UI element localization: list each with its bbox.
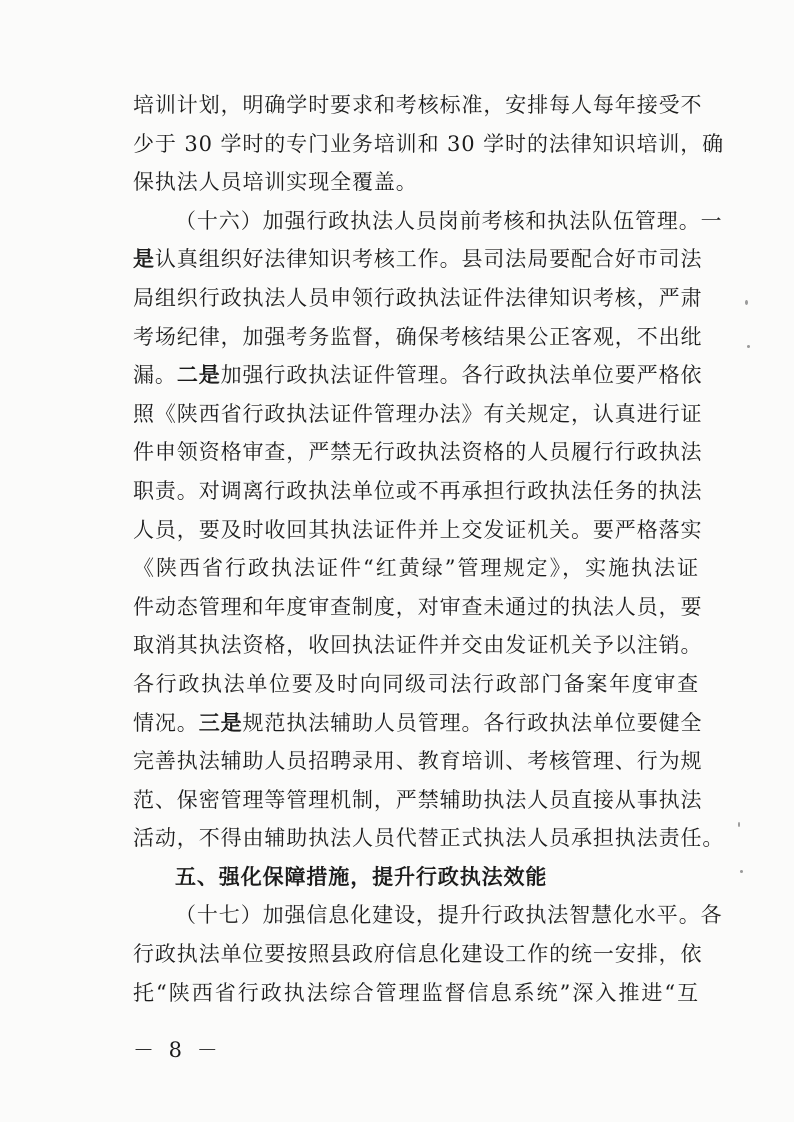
text-run: 认真组织好法律知识考核工作。县司法局要配合好市司法	[154, 247, 703, 272]
text-line: 行政执法单位要按照县政府信息化建设工作的统一安排，依	[133, 942, 703, 967]
paragraph-17-first-line	[133, 896, 723, 935]
section-heading: 五、强化保障措施，提升行政执法效能	[175, 864, 548, 889]
text-line: 考场纪律，加强考务监督，确保考核结果公正客观，不出纰	[133, 324, 703, 349]
text-line: 少于 30 学时的专门业务培训和 30 学时的法律知识培训，确	[133, 131, 725, 156]
text-line: 各行政执法单位要及时向同级司法行政部门备案年度审查	[133, 671, 699, 696]
paragraph-16-first-line	[133, 202, 723, 241]
item-number: （十七）	[175, 903, 263, 928]
text-run: 情况。	[133, 710, 199, 735]
text-line: 托“陕西省行政执法综合管理监督信息系统”深入推进“互	[133, 980, 699, 1005]
text-run: 加强行政执法人员岗前考核和执法队伍管理。一	[262, 208, 723, 233]
page-number: － 8 －	[133, 1038, 222, 1062]
text-line: 完善执法辅助人员招聘录用、教育培训、考核管理、行为规	[133, 749, 703, 774]
point-marker: 三是	[198, 710, 243, 735]
item-number: （十六）	[175, 208, 263, 233]
text-line: 范、保密管理等管理机制，严禁辅助执法人员直接从事执法	[133, 787, 703, 812]
text-line	[133, 240, 703, 279]
text-line	[133, 704, 703, 743]
text-line: 照《陕西省行政执法证件管理办法》有关规定，认真进行证	[133, 401, 703, 426]
point-marker: 是	[133, 247, 155, 272]
text-line: 取消其执法资格，收回执法证件并交由发证机关予以注销。	[133, 633, 703, 658]
text-run: 加强信息化建设，提升行政执法智慧化水平。各	[262, 903, 723, 928]
text-line: 职责。对调离行政执法单位或不再承担行政执法任务的执法	[133, 478, 703, 503]
text-line: 局组织行政执法人员申领行政执法证件法律知识考核，严肃	[133, 285, 703, 310]
point-marker: 二是	[176, 363, 221, 388]
scan-speck	[740, 870, 743, 873]
text-run: 加强行政执法证件管理。各行政执法单位要严格依	[220, 363, 703, 388]
text-line	[133, 356, 703, 395]
scan-speck	[747, 345, 750, 348]
text-line: 活动，不得由辅助执法人员代替正式执法人员承担执法责任。	[133, 826, 725, 851]
text-line: 保执法人员培训实现全覆盖。	[133, 170, 418, 195]
text-line: 人员，要及时收回其执法证件并上交发证机关。要严格落实	[133, 517, 703, 542]
document-body	[133, 86, 725, 1012]
scan-speck	[738, 822, 740, 827]
text-run: 规范执法辅助人员管理。各行政执法单位要健全	[242, 710, 703, 735]
text-run: 漏。	[133, 363, 177, 388]
text-line: 培训计划，明确学时要求和考核标准，安排每人每年接受不	[133, 93, 703, 117]
text-line: 《陕西省行政执法证件“红黄绿”管理规定》，实施执法证	[133, 556, 699, 581]
text-line: 件动态管理和年度审查制度，对审查未通过的执法人员，要	[133, 594, 703, 619]
text-line: 件申领资格审查，严禁无行政执法资格的人员履行行政执法	[133, 440, 703, 465]
scan-speck	[745, 300, 748, 305]
